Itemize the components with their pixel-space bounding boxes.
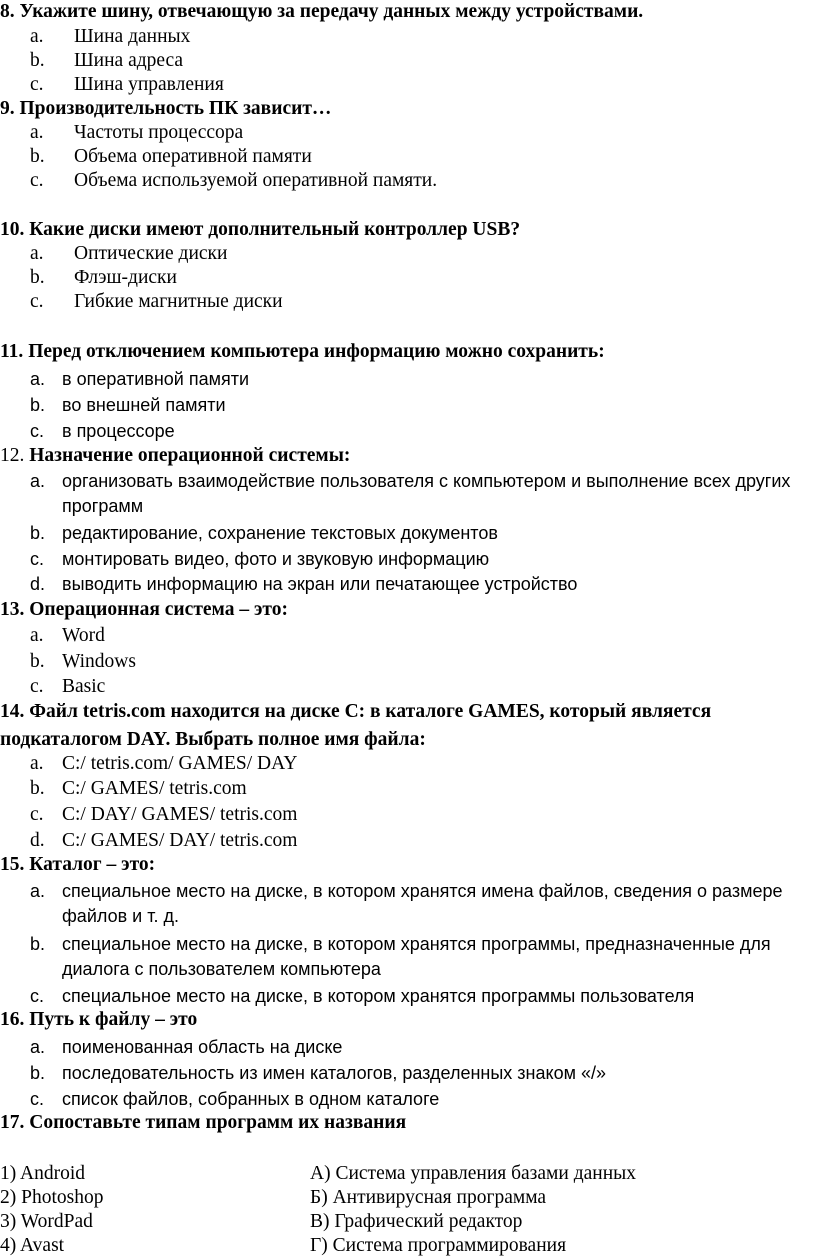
question-11 [0,340,812,364]
question-9 [0,97,812,121]
option-letter: c. [30,74,44,95]
question-number: 9. [0,98,15,119]
option-letter: b. [30,934,46,954]
option-letter: a. [30,1037,46,1057]
option-letter: a. [30,471,46,491]
option-letter: a. [30,753,44,774]
option-letter: c. [30,804,44,825]
option-15a [0,879,812,929]
option-letter: a. [30,625,44,646]
option-text: Basic [62,676,106,697]
question-number: 12. [0,445,25,466]
question-number: 8. [0,1,15,22]
question-8 [0,0,812,24]
match-left-item: 2) Photoshop [0,1187,104,1208]
match-right-item: В) Графический редактор [310,1211,523,1232]
option-text: монтировать видео, фото и звуковую информацию [62,549,490,569]
option-text: C:/ GAMES/ DAY/ tetris.com [62,830,298,851]
option-text: поименованная область на диске [62,1037,343,1057]
option-letter: b. [30,395,46,415]
option-text: Флэш-диски [74,267,177,288]
question-number: 17. [0,1112,25,1133]
option-text: в процессоре [62,421,175,441]
question-text: Путь к файлу – это [29,1009,198,1030]
option-12a [0,469,812,519]
option-text: Шина управления [74,74,224,95]
option-letter: b. [30,146,45,167]
option-letter: c. [30,1089,45,1109]
option-text: редактирование, сохранение текстовых документов [62,523,498,543]
option-text: C:/ DAY/ GAMES/ tetris.com [62,804,298,825]
question-text: Укажите шину, отвечающую за передачу данных между устройствами. [19,1,644,22]
question-15 [0,853,812,877]
option-text: специальное место на диске, в котором хранятся программы, предназначенные для диалога с пользователем компьютера [62,934,771,979]
match-left-item: 1) Android [0,1163,86,1184]
match-left-item: 3) WordPad [0,1211,93,1232]
question-number: 13. [0,599,25,620]
question-text: Назначение операционной системы: [29,445,351,466]
match-right-item: А) Система управления базами данных [310,1163,636,1184]
option-text: список файлов, собранных в одном каталоге [62,1089,440,1109]
option-text: Частоты процессора [74,122,244,143]
option-text: Шина адреса [74,50,184,71]
option-letter: b. [30,50,45,71]
option-text: специальное место на диске, в котором хранятся имена файлов, сведения о размере файлов и т. д. [62,881,783,926]
question-text: Перед отключением компьютера информацию можно сохранить: [28,341,605,362]
option-text: Гибкие магнитные диски [74,291,283,312]
option-text: Шина данных [74,26,191,47]
option-letter: c. [30,549,45,569]
option-letter: a. [30,26,44,47]
option-letter: c. [30,676,44,697]
option-text: во внешней памяти [62,395,226,415]
question-text: Сопоставьте типам программ их названия [29,1112,407,1133]
option-letter: c. [30,170,44,191]
question-number: 10. [0,219,25,240]
question-13 [0,598,812,622]
option-letter: d. [30,830,45,851]
option-letter: c. [30,421,45,441]
option-text: Объема используемой оперативной памяти. [74,170,438,191]
question-number: 14. [0,701,25,722]
question-number: 16. [0,1009,25,1030]
option-letter: a. [30,122,44,143]
question-17 [0,1111,812,1135]
question-text: Каталог – это: [29,854,156,875]
option-letter: b. [30,778,45,799]
option-text: организовать взаимодействие пользователя с компьютером и выполнение всех других программ [62,471,791,516]
question-number: 11. [0,341,24,362]
option-letter: a. [30,243,44,264]
option-letter: c. [30,986,45,1006]
match-right-item: Г) Система программирования [310,1235,567,1256]
question-10 [0,218,812,242]
option-letter: a. [30,881,46,901]
question-12 [0,444,812,468]
option-text: Оптические диски [74,243,228,264]
option-letter: c. [30,291,44,312]
option-letter: b. [30,267,45,288]
option-text: Word [62,625,105,646]
match-right-item: Б) Антивирусная программа [310,1187,547,1208]
question-16 [0,1008,812,1032]
option-text: выводить информацию на экран или печатающее устройство [62,574,578,594]
question-text: Файл tetris.com находится на диске C: в каталоге GAMES, который является подкаталогом DAY. Выбрать полное имя файла: [0,701,712,750]
option-letter: a. [30,369,46,389]
option-letter: d. [30,574,46,594]
question-number: 15. [0,854,25,875]
option-letter: b. [30,1063,46,1083]
match-left-item: 4) Avast [0,1235,65,1256]
option-text: Windows [62,651,136,672]
option-text: последовательность из имен каталогов, разделенных знаком «/» [62,1063,606,1083]
question-text: Какие диски имеют дополнительный контроллер USB? [29,219,521,240]
option-text: в оперативной памяти [62,369,250,389]
option-text: Объема оперативной памяти [74,146,312,167]
option-text: C:/ tetris.com/ GAMES/ DAY [62,753,298,774]
option-letter: b. [30,651,45,672]
question-14 [0,698,812,754]
option-text: C:/ GAMES/ tetris.com [62,778,247,799]
option-15b [0,932,812,982]
question-text: Операционная система – это: [29,599,288,620]
question-text: Производительность ПК зависит… [19,98,332,119]
option-letter: b. [30,523,46,543]
option-text: специальное место на диске, в котором хранятся программы пользователя [62,986,695,1006]
